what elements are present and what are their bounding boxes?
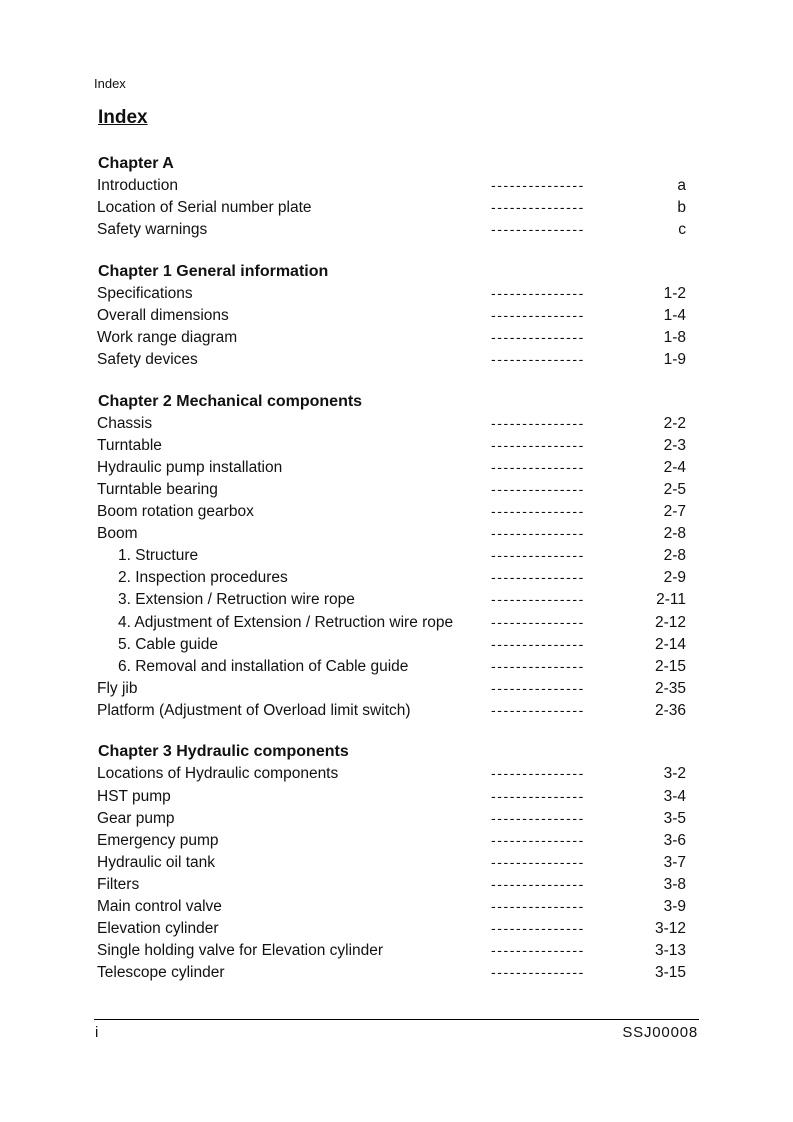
toc-leader-dots: --------------- <box>491 177 585 193</box>
toc-entry[interactable] <box>97 852 689 874</box>
toc-entry-label: Boom rotation gearbox <box>97 503 254 521</box>
toc-leader-dots: --------------- <box>491 458 585 475</box>
toc-entry-page: 3-4 <box>663 787 686 805</box>
toc-entry-label: 6. Removal and installation of Cable guide <box>118 657 409 675</box>
toc-entry-label: 1. Structure <box>118 547 199 565</box>
toc-entry-page: 3-7 <box>663 853 686 871</box>
toc-leader-dots: --------------- <box>491 809 585 826</box>
toc-entry-label: 3. Extension / Retruction wire rope <box>118 591 355 609</box>
toc-entry-page: 1-2 <box>663 284 686 302</box>
toc-entry[interactable] <box>97 479 689 501</box>
toc-entry[interactable] <box>97 457 689 479</box>
toc-entry[interactable] <box>97 349 689 371</box>
toc-entry-page: 3-15 <box>654 964 686 982</box>
toc-leader-dots: --------------- <box>491 480 585 497</box>
toc-entry[interactable] <box>97 874 689 896</box>
toc-leader-dots: --------------- <box>491 831 585 848</box>
toc-entry[interactable] <box>97 501 689 523</box>
toc-entry-label: Gear pump <box>97 809 175 827</box>
toc-entry[interactable] <box>97 962 689 984</box>
toc-entry-page: 2-5 <box>663 480 686 498</box>
footer-divider <box>94 1019 699 1020</box>
toc-entry-page: 2-14 <box>654 635 686 653</box>
toc-entry-label: Fly jib <box>97 679 138 697</box>
toc-entry-page: 1-9 <box>663 351 686 369</box>
toc-entry[interactable] <box>97 918 689 940</box>
toc-entry-label: 4. Adjustment of Extension / Retruction wire rope <box>118 613 454 631</box>
toc-entry[interactable] <box>97 656 689 678</box>
toc-entry-label: Boom <box>97 525 138 543</box>
toc-entry-label: Specifications <box>97 284 193 302</box>
toc-entry[interactable] <box>97 763 689 785</box>
footer-doc-code: SSJ00008 <box>622 1024 698 1041</box>
toc-leader-dots: --------------- <box>491 787 585 804</box>
toc-entry-label: 5. Cable guide <box>118 635 218 653</box>
toc-entry-page: 2-7 <box>663 503 686 521</box>
chapter-title: Chapter A <box>98 155 174 172</box>
toc-entry[interactable] <box>97 589 689 611</box>
toc-entry-page: 2-8 <box>663 525 686 543</box>
toc-entry-label: Single holding valve for Elevation cylinder <box>97 942 384 960</box>
toc-entry-page: c <box>678 221 686 239</box>
toc-leader-dots: --------------- <box>491 635 585 652</box>
toc-entry-page: 3-2 <box>663 765 686 783</box>
toc-leader-dots: --------------- <box>491 569 585 586</box>
chapter-section <box>97 261 689 371</box>
toc-entry[interactable] <box>97 896 689 918</box>
toc-entry[interactable] <box>97 327 689 349</box>
toc-entry-page: 3-9 <box>663 898 686 916</box>
toc-leader-dots: --------------- <box>491 436 585 453</box>
toc-entry-label: Introduction <box>97 177 178 194</box>
toc-entry-label: 2. Inspection procedures <box>118 569 288 587</box>
toc-entry-page: 2-4 <box>663 458 686 476</box>
toc-entry-label: Filters <box>97 875 140 893</box>
toc-leader-dots: --------------- <box>491 920 585 937</box>
toc-leader-dots: --------------- <box>491 284 585 301</box>
toc-entry-label: Hydraulic pump installation <box>97 458 283 476</box>
toc-entry-label: Location of Serial number plate <box>97 199 312 217</box>
toc-entry-label: Overall dimensions <box>97 306 229 324</box>
toc-entry-page: a <box>677 177 686 194</box>
toc-entry-page: 3-13 <box>654 942 686 960</box>
toc-entry-label: Chassis <box>97 414 153 432</box>
toc-entry[interactable] <box>97 786 689 808</box>
toc-leader-dots: --------------- <box>491 591 585 608</box>
table-of-contents <box>97 153 689 1004</box>
toc-entry-page: 2-15 <box>654 657 686 675</box>
toc-entry-page: 3-5 <box>663 809 686 827</box>
toc-entry[interactable] <box>97 435 689 457</box>
toc-entry-label: Turntable bearing <box>97 480 218 498</box>
toc-leader-dots: --------------- <box>491 657 585 674</box>
toc-entry[interactable] <box>97 612 689 634</box>
toc-leader-dots: --------------- <box>491 525 585 542</box>
chapter-title: Chapter 3 Hydraulic components <box>98 743 349 761</box>
toc-entry[interactable] <box>97 830 689 852</box>
toc-entry-label: Locations of Hydraulic components <box>97 765 339 783</box>
toc-entry-label: Safety warnings <box>97 221 208 239</box>
toc-leader-dots: --------------- <box>491 898 585 915</box>
toc-entry-page: 1-8 <box>663 328 686 346</box>
toc-entry-label: Main control valve <box>97 898 222 916</box>
toc-leader-dots: --------------- <box>491 221 585 238</box>
toc-entry[interactable] <box>97 567 689 589</box>
toc-leader-dots: --------------- <box>491 306 585 323</box>
toc-entry-label: Turntable <box>97 436 162 454</box>
toc-leader-dots: --------------- <box>491 414 585 431</box>
toc-entry[interactable] <box>97 634 689 656</box>
toc-leader-dots: --------------- <box>491 613 585 630</box>
toc-entry-label: Work range diagram <box>97 328 238 346</box>
toc-entry-page: 2-9 <box>663 569 686 587</box>
chapter-title: Chapter 2 Mechanical components <box>98 392 363 410</box>
toc-entry-page: 3-8 <box>663 875 686 893</box>
toc-leader-dots: --------------- <box>491 503 585 520</box>
toc-entry-page: 2-12 <box>654 613 686 631</box>
page-title: Index <box>98 107 148 128</box>
toc-entry-label: Elevation cylinder <box>97 920 219 938</box>
toc-entry-label: Platform (Adjustment of Overload limit switch) <box>97 701 411 719</box>
chapter-section <box>97 741 689 984</box>
toc-entry-label: Telescope cylinder <box>97 964 225 982</box>
toc-entry-page: b <box>677 199 686 217</box>
toc-entry-page: 1-4 <box>663 306 686 324</box>
toc-entry-page: 2-8 <box>663 547 686 565</box>
toc-leader-dots: --------------- <box>491 853 585 870</box>
toc-leader-dots: --------------- <box>491 328 585 345</box>
toc-leader-dots: --------------- <box>491 964 585 981</box>
toc-entry[interactable] <box>97 940 689 962</box>
toc-entry-label: Hydraulic oil tank <box>97 853 216 871</box>
toc-entry-label: Safety devices <box>97 351 198 369</box>
toc-entry[interactable] <box>97 678 689 700</box>
toc-leader-dots: --------------- <box>491 765 585 782</box>
toc-leader-dots: --------------- <box>491 942 585 959</box>
toc-entry-page: 2-11 <box>656 591 686 609</box>
toc-entry[interactable] <box>97 700 689 722</box>
chapter-section <box>97 153 689 241</box>
toc-leader-dots: --------------- <box>491 199 585 216</box>
toc-entry[interactable] <box>97 197 689 219</box>
toc-leader-dots: --------------- <box>491 875 585 892</box>
toc-leader-dots: --------------- <box>491 547 585 564</box>
toc-entry-page: 2-3 <box>663 436 686 454</box>
toc-entry-page: 2-2 <box>663 414 686 432</box>
toc-entry-page: 2-35 <box>654 679 686 697</box>
toc-entry-page: 2-36 <box>654 701 686 719</box>
toc-leader-dots: --------------- <box>491 701 585 718</box>
toc-entry[interactable] <box>97 808 689 830</box>
toc-entry[interactable] <box>97 283 689 305</box>
chapter-section <box>97 391 689 722</box>
running-header: Index <box>94 76 126 91</box>
toc-entry[interactable] <box>97 545 689 567</box>
toc-entry-label: Emergency pump <box>97 831 219 849</box>
toc-entry-page: 3-12 <box>654 920 686 938</box>
toc-leader-dots: --------------- <box>491 351 585 368</box>
toc-entry[interactable] <box>97 523 689 545</box>
footer-page-number: i <box>95 1024 99 1041</box>
toc-entry-page: 3-6 <box>663 831 686 849</box>
toc-leader-dots: --------------- <box>491 679 585 696</box>
toc-entry[interactable] <box>97 413 689 435</box>
toc-entry[interactable] <box>97 305 689 327</box>
chapter-title: Chapter 1 General information <box>98 262 329 280</box>
toc-entry[interactable] <box>97 219 689 241</box>
toc-entry[interactable] <box>97 175 689 197</box>
toc-entry-label: HST pump <box>97 787 171 805</box>
